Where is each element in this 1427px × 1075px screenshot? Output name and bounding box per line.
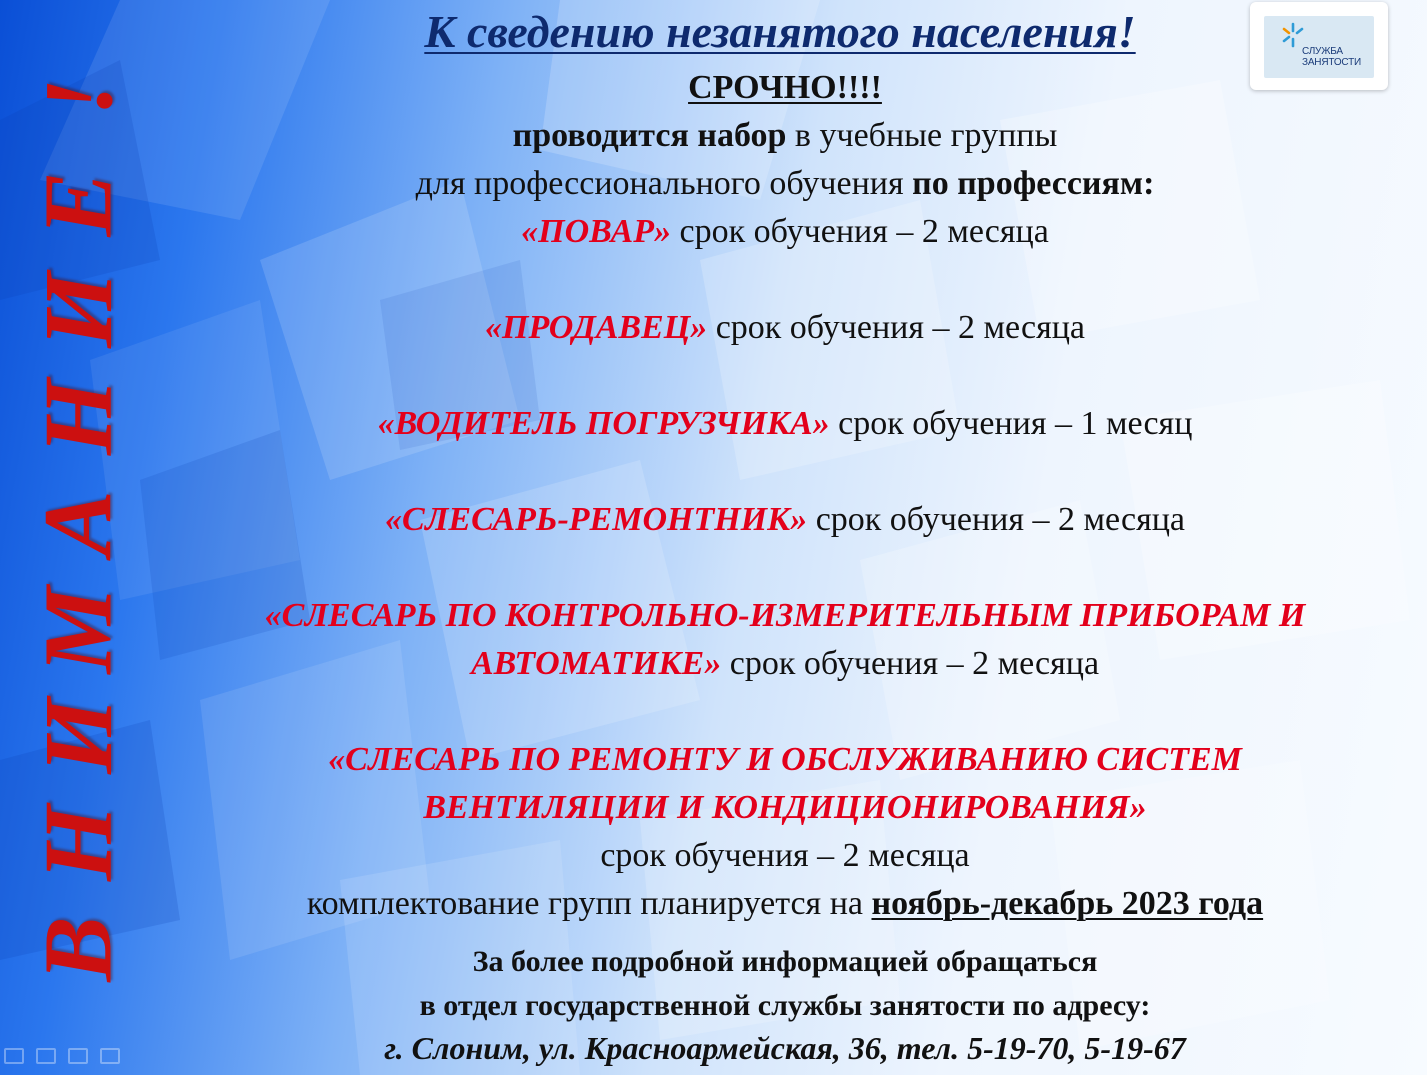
profession-term: срок обучения – 1 месяц: [829, 405, 1193, 442]
contact-address: г. Слоним, ул. Красноармейская, 36, тел. 5-19-70, 5-19-67: [384, 1030, 1186, 1066]
intro-bold: проводится набор: [512, 117, 787, 154]
vertical-letter: Н: [24, 378, 133, 455]
profession-term: срок обучения – 2 месяца: [707, 309, 1085, 346]
vertical-letter: И: [24, 271, 133, 349]
vertical-letter: !: [24, 77, 133, 117]
vertical-letter: Е: [25, 170, 133, 237]
intro-line-1: [160, 114, 1410, 158]
profession-item: [160, 594, 1410, 638]
schedule-period: ноябрь-декабрь 2023 года: [871, 885, 1264, 922]
profession-term: срок обучения – 2 месяца: [721, 645, 1100, 682]
profession-item: [160, 498, 1410, 542]
profession-item: [160, 306, 1410, 350]
profession-item: [160, 402, 1410, 446]
prev-slide-icon[interactable]: [4, 1048, 24, 1064]
profession-name: «ПОВАР»: [521, 213, 672, 250]
profession-name-line1: «СЛЕСАРЬ ПО РЕМОНТУ И ОБСЛУЖИВАНИЮ СИСТЕМ: [328, 741, 1242, 778]
vertical-letter: И: [24, 697, 133, 775]
asterisk-logo-icon: [1280, 22, 1306, 48]
profession-item-continued: [160, 786, 1410, 830]
vertical-title-attention: [24, 48, 134, 998]
menu-icon[interactable]: [68, 1048, 88, 1064]
vertical-letter: А: [25, 490, 133, 556]
profession-item: [160, 210, 1410, 254]
vertical-letter: Н: [24, 804, 133, 881]
intro-line2-regular: для профессионального обучения: [415, 165, 913, 202]
profession-name: «ПРОДАВЕЦ»: [485, 309, 708, 346]
logo-text: [1302, 46, 1361, 68]
page-heading: К сведению незанятого населения!: [424, 6, 1136, 57]
schedule-line: [160, 882, 1410, 926]
pen-icon[interactable]: [36, 1048, 56, 1064]
logo-text-line1: СЛУЖБА: [1302, 46, 1343, 57]
profession-name-line1: «СЛЕСАРЬ ПО КОНТРОЛЬНО-ИЗМЕРИТЕЛЬНЫМ ПРИБОРАМ И: [264, 597, 1306, 634]
profession-name: «ВОДИТЕЛЬ ПОГРУЗЧИКА»: [377, 405, 830, 442]
logo-text-line2: ЗАНЯТОСТИ: [1302, 57, 1361, 68]
contact-line-1: За более подробной информацией обращаться: [472, 945, 1098, 978]
schedule-text: комплектование групп планируется на: [306, 885, 872, 922]
intro-line-2: [160, 162, 1410, 206]
next-slide-icon[interactable]: [100, 1048, 120, 1064]
profession-item-continued: [160, 642, 1410, 686]
slideshow-controls[interactable]: [4, 1044, 124, 1068]
profession-term-line: срок обучения – 2 месяца: [600, 837, 970, 874]
profession-name: «СЛЕСАРЬ-РЕМОНТНИК»: [384, 501, 808, 538]
profession-term: срок обучения – 2 месяца: [671, 213, 1049, 250]
profession-item: [160, 738, 1410, 782]
vertical-letter: М: [24, 585, 133, 674]
intro-regular: в учебные группы: [786, 117, 1058, 154]
contact-line-2: в отдел государственной службы занятости по адресу:: [419, 989, 1151, 1022]
vertical-letter: В: [25, 916, 133, 982]
profession-term: срок обучения – 2 месяца: [807, 501, 1185, 538]
profession-name-line2: АВТОМАТИКЕ»: [470, 645, 722, 682]
profession-name-line2: ВЕНТИЛЯЦИИ И КОНДИЦИОНИРОВАНИЯ»: [423, 789, 1147, 826]
intro-line2-bold: по профессиям:: [912, 165, 1155, 202]
urgent-label: СРОЧНО!!!!: [688, 69, 882, 106]
